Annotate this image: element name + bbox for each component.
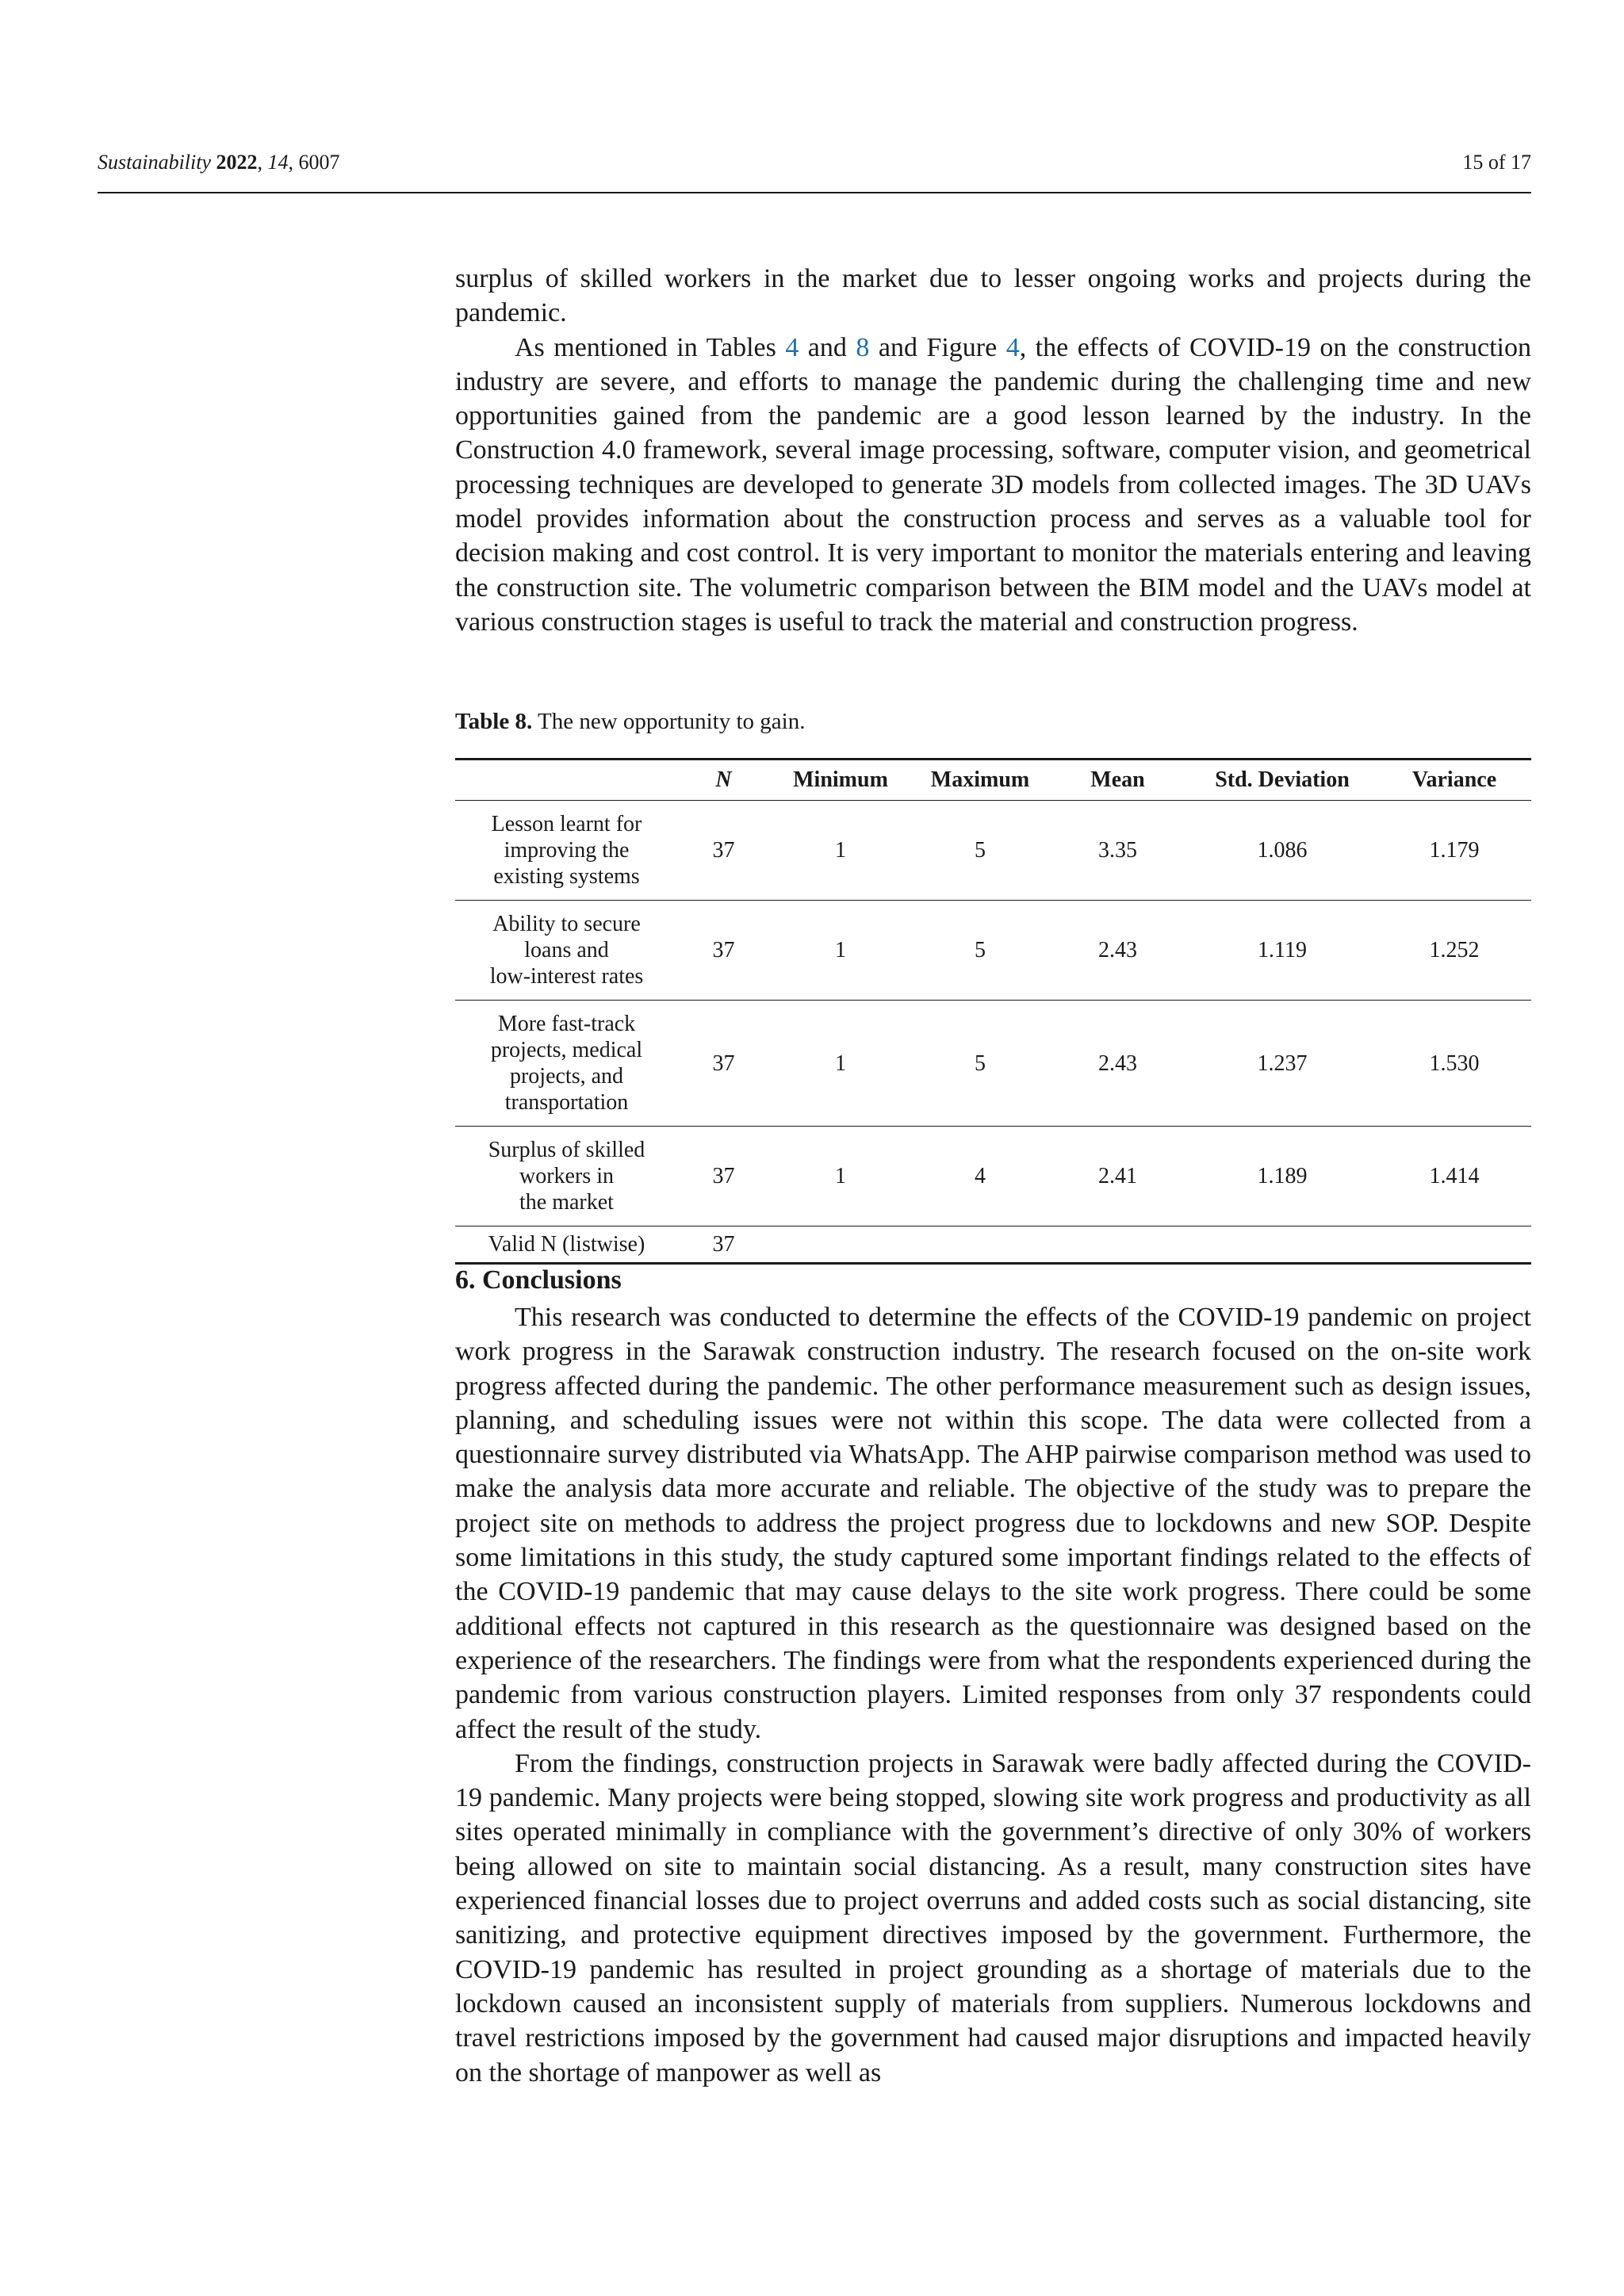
label-line: improving the — [504, 838, 630, 863]
valid-n-row — [455, 1226, 1531, 1264]
label-line: low-interest rates — [489, 964, 644, 989]
label-line: projects, medical — [490, 1038, 643, 1062]
cell-minimum: 1 — [769, 1001, 912, 1127]
label-line: the market — [519, 1190, 614, 1215]
header-mean: Mean — [1048, 760, 1187, 801]
cell-maximum: 5 — [912, 901, 1048, 1001]
running-header — [98, 151, 1531, 193]
cell-mean: 2.41 — [1048, 1127, 1187, 1226]
label-line: Lesson learnt for — [491, 812, 642, 836]
cell-n: 37 — [678, 901, 769, 1001]
figure-4-link[interactable]: 4 — [1005, 332, 1020, 362]
cell-empty — [1187, 1226, 1377, 1264]
continued-paragraph: surplus of skilled workers in the market due to lesser ongoing works and projects during the pandemic. — [455, 264, 1531, 328]
row-label — [455, 801, 678, 901]
article-number: 6007 — [298, 151, 340, 174]
cell-variance: 1.414 — [1377, 1127, 1531, 1226]
row-label: Valid N (listwise) — [455, 1226, 678, 1264]
cell-maximum: 5 — [912, 801, 1048, 901]
row-label — [455, 1127, 678, 1226]
table-caption — [455, 709, 805, 735]
cell-variance: 1.179 — [1377, 801, 1531, 901]
table-4-link[interactable]: 4 — [785, 332, 799, 362]
discussion-paragraph — [455, 331, 1531, 640]
table-8-link[interactable]: 8 — [856, 332, 870, 362]
cell-variance: 1.252 — [1377, 901, 1531, 1001]
cell-mean: 3.35 — [1048, 801, 1187, 901]
cell-empty — [912, 1226, 1048, 1264]
label-line: workers in — [519, 1164, 614, 1188]
header-std-deviation: Std. Deviation — [1187, 760, 1377, 801]
label-line: projects, and — [509, 1064, 624, 1089]
cell-minimum: 1 — [769, 901, 912, 1001]
header-maximum: Maximum — [912, 760, 1048, 801]
header-minimum: Minimum — [769, 760, 912, 801]
text-run: and Figure — [869, 332, 1006, 362]
table-row — [455, 1127, 1531, 1226]
cell-std-deviation: 1.086 — [1187, 801, 1377, 901]
cell-n: 37 — [678, 801, 769, 901]
section-heading: 6. Conclusions — [455, 1265, 622, 1295]
header-n: N — [678, 760, 769, 801]
journal-name: Sustainability — [98, 151, 211, 174]
conclusions-paragraph-1: This research was conducted to determine the effects of the COVID-19 pandemic on project work progress in the Sarawak construction industry. The research focused on the on-site work progress affected during the pandemic. The other performance measurement such as design issues, planning, and scheduling issues were not within this scope. The data were collected from a questionnaire survey distributed via WhatsApp. The AHP pairwise comparison method was used to make the analysis data more accurate and reliable. The objective of the study was to prepare the project site on methods to address the project progress due to lockdowns and new SOP. Despite some limitations in this study, the study captured some important findings related to the effects of the COVID-19 pandemic that may cause delays to the site work progress. There could be some additional effects not captured in this research as the questionnaire was designed based on the experience of the researchers. The findings were from what the respondents experienced during the pandemic from various construction players. Limited responses from only 37 respondents could affect the result of the study. — [455, 1303, 1531, 1744]
label-line: loans and — [524, 938, 609, 962]
row-label — [455, 901, 678, 1001]
table-caption-label: Table 8. — [455, 709, 533, 734]
table-caption-text: The new opportunity to gain. — [537, 709, 806, 734]
label-line: Surplus of skilled — [488, 1138, 645, 1162]
label-line: transportation — [504, 1090, 629, 1115]
journal-year: 2022 — [216, 151, 258, 174]
intro-text-block — [455, 262, 1531, 639]
cell-std-deviation: 1.189 — [1187, 1127, 1377, 1226]
header-variance: Variance — [1377, 760, 1531, 801]
cell-n: 37 — [678, 1001, 769, 1127]
cell-minimum: 1 — [769, 801, 912, 901]
cell-empty — [769, 1226, 912, 1264]
conclusions-text-block — [455, 1300, 1531, 2090]
header-blank — [455, 760, 678, 801]
cell-std-deviation: 1.119 — [1187, 901, 1377, 1001]
cell-maximum: 5 — [912, 1001, 1048, 1127]
conclusions-paragraph-2: From the findings, construction projects in Sarawak were badly affected during the COVID-19 pandemic. Many projects were being stopped, slowing site work progress and productivity as all sites operated minimally in compliance with the government’s directive of only 30% of workers being allowed on site to maintain social distancing. As a result, many construction sites have experienced financial losses due to project overruns and added costs such as social distancing, site sanitizing, and protective equipment directives imposed by the government. Furthermore, the COVID-19 pandemic has resulted in project grounding as a shortage of materials due to the lockdown caused an inconsistent supply of materials from suppliers. Numerous lockdowns and travel restrictions imposed by the government had caused major disruptions and impacted heavily on the shortage of manpower as well as — [455, 1748, 1531, 2087]
page-number: 15 of 17 — [1462, 151, 1531, 174]
table-row — [455, 1001, 1531, 1127]
cell-minimum: 1 — [769, 1127, 912, 1226]
opportunity-table — [455, 758, 1531, 1265]
journal-volume: 14 — [267, 151, 289, 174]
journal-citation: Sustainability 2022, 14, 6007 — [98, 151, 340, 174]
table-row — [455, 901, 1531, 1001]
row-label — [455, 1001, 678, 1127]
cell-n: 37 — [678, 1226, 769, 1264]
table-row — [455, 801, 1531, 901]
cell-mean: 2.43 — [1048, 901, 1187, 1001]
cell-variance: 1.530 — [1377, 1001, 1531, 1127]
label-line: existing systems — [493, 864, 640, 889]
text-run: , the effects of COVID-19 on the construction industry are severe, and efforts to manage the pandemic during the challenging time and new opportunities gained from the pandemic are a good lesson learned by the industry. In the Construction 4.0 framework, several image processing, software, computer vision, and geometrical processing techniques are developed to generate 3D models from collected images. The 3D UAVs model provides information about the construction process and serves as a valuable tool for decision making and cost control. It is very important to monitor the materials entering and leaving the construction site. The volumetric comparison between the BIM model and the UAVs model at various construction stages is useful to track the material and construction progress. — [455, 332, 1532, 637]
table-header-row — [455, 760, 1531, 801]
cell-n: 37 — [678, 1127, 769, 1226]
cell-empty — [1048, 1226, 1187, 1264]
cell-empty — [1377, 1226, 1531, 1264]
cell-maximum: 4 — [912, 1127, 1048, 1226]
label-line: More fast-track — [497, 1012, 636, 1036]
cell-std-deviation: 1.237 — [1187, 1001, 1377, 1127]
label-line: Ability to secure — [492, 912, 641, 936]
cell-mean: 2.43 — [1048, 1001, 1187, 1127]
text-run: As mentioned in Tables — [515, 332, 786, 362]
text-run: and — [799, 332, 856, 362]
